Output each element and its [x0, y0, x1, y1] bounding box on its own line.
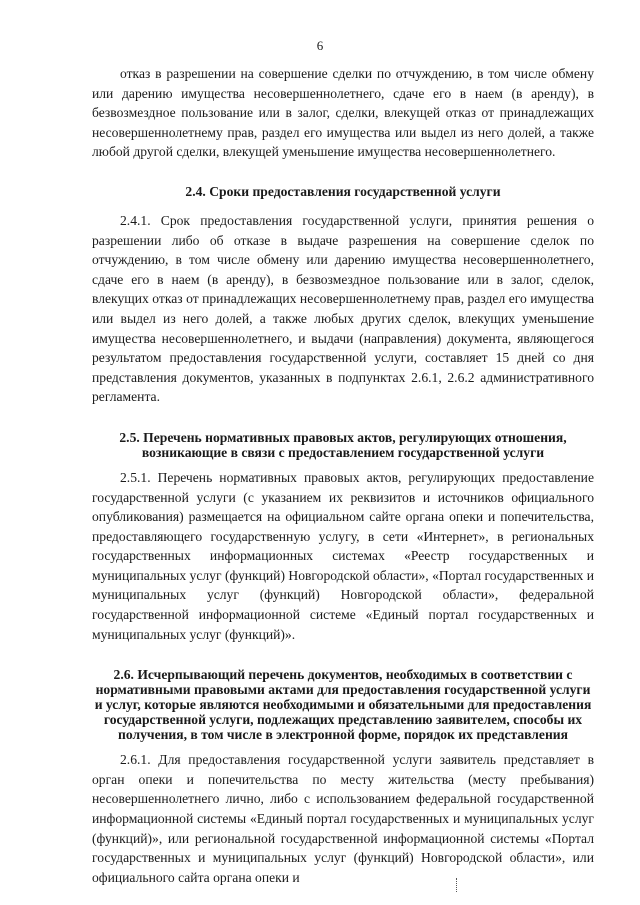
section-heading-2-6: 2.6. Исчерпывающий перечень документов, необходимых в соответствии с нормативными правовыми актами для предоставления государственной услуги и услуг, которые являются необходимыми и обязательными для предоставления государственной услуги, подлежащих представлению заявителем, способы их получения, в том числе в электронной форме, порядок их представления: [94, 667, 592, 743]
section-paragraph-2-6-1: 2.6.1. Для предоставления государственной услуги заявитель представляет в орган опеки и попечительства по месту жительства (месту пребывания) несовершеннолетнего лично, либо с использованием федеральной государственной информационной системы «Единый портал государственных и муниципальных услуг (функций)», или региональной государственной информационной системы «Портал государственных и муниципальных услуг (функций) Новгородской области», или официального сайта органа опеки и: [92, 752, 594, 885]
section-paragraph-2-5-1: 2.5.1. Перечень нормативных правовых актов, регулирующих предоставление государственной услуги (с указанием их реквизитов и источников официального опубликования) размещается на официальном сайте органа опеки и попечительства, предоставляющего государственную услугу, в сети «Интернет», в региональных государственных информационных системах «Реестр государственных и муниципальных услуг (функций) Новгородской области», «Портал государственных и муниципальных услуг (функций) Новгородской области», федеральной государственной информационной системе «Единый портал государственных и муниципальных услуг (функций)».: [92, 469, 594, 642]
scan-mark: [456, 878, 459, 892]
page-number: 6: [316, 38, 324, 53]
section-heading-2-5: 2.5. Перечень нормативных правовых актов, регулирующих отношения, возникающие в связи с предоставлением государственной услуги: [119, 429, 567, 460]
intro-paragraph: отказ в разрешении на совершение сделки по отчуждению, в том числе обмену или дарению имущества несовершеннолетнего, сдаче его в наем (в аренду), в безвозмездное пользование или в залог, сделки, влекущей отказ от принадлежащих несовершеннолетнему прав, раздел его имущества или выдел из него долей, а также любой другой сделки, влекущей уменьшение имущества несовершеннолетнего.: [92, 66, 594, 160]
section-heading-2-4: 2.4. Сроки предоставления государственной услуги: [185, 183, 501, 199]
section-paragraph-2-4-1: 2.4.1. Срок предоставления государственной услуги, принятия решения о разрешении либо об отказе в выдаче разрешения на совершение сделок по отчуждению, в том числе обмену или дарению имущества несовершеннолетнего, сдаче его в наем (в аренду), в безвозмездное пользование или в залог, сделок, влекущих отказ от принадлежащих несовершеннолетнему прав, раздел его имущества или выдел из него долей, а также любых других сделок, влекущих уменьшение имущества несовершеннолетнего, и выдачи (направления) документа, являющегося результатом предоставления государственной услуги, составляет 15 дней со дня представления документов, указанных в подпунктах 2.6.1, 2.6.2 административного регламента.: [92, 212, 594, 405]
document-body: [92, 64, 594, 887]
